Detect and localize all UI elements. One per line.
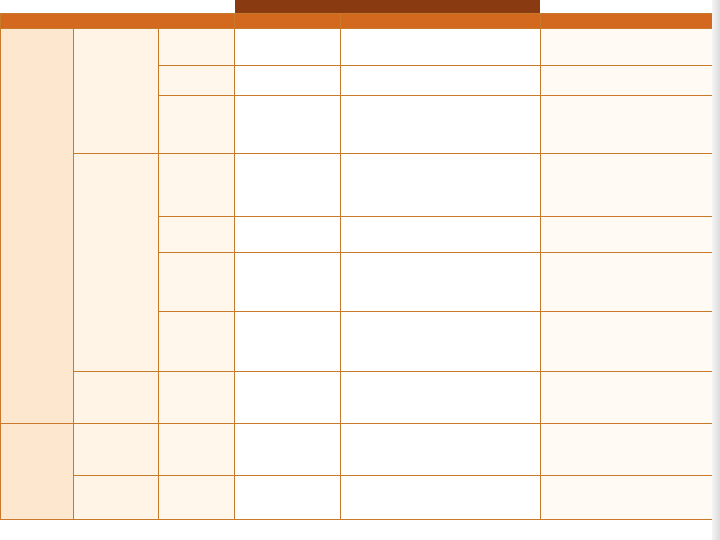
- group-simple: [74, 29, 159, 154]
- function-cell: [235, 29, 341, 66]
- tissue-drawing-cell: [541, 312, 713, 372]
- table-row: [1, 424, 713, 476]
- function-cell: [235, 154, 341, 217]
- function-cell: [235, 476, 341, 520]
- function-cell: [235, 372, 341, 424]
- header-tipo: [1, 14, 235, 29]
- subtype-cell: [159, 66, 235, 96]
- function-cell: [235, 66, 341, 96]
- function-cell: [235, 96, 341, 154]
- location-cell: [341, 154, 541, 217]
- tissue-drawing-cell: [541, 96, 713, 154]
- simple-squamous-drawing: [582, 38, 672, 56]
- table-title: [235, 0, 540, 13]
- subtype-cell: [159, 96, 235, 154]
- header-dibujo: [541, 14, 713, 29]
- stratified-cuboidal-drawing: [582, 224, 672, 246]
- tissue-drawing-cell: [541, 29, 713, 66]
- subtype-cell: [159, 312, 235, 372]
- stratified-columnar-drawing: [582, 259, 672, 305]
- gland-type-cell: [74, 424, 159, 476]
- group-estratificado: [74, 154, 159, 372]
- tissue-drawing-cell: [541, 253, 713, 312]
- subtype-cell: [159, 29, 235, 66]
- tissue-drawing-cell: [541, 372, 713, 424]
- function-cell: [235, 253, 341, 312]
- endocrine-gland-drawing: [592, 480, 662, 516]
- group-pseudoestratificado: [74, 372, 159, 424]
- category-glandular: [1, 424, 74, 520]
- location-cell: [341, 29, 541, 66]
- subtype-cell: [159, 253, 235, 312]
- stratified-squamous-drawing: [582, 160, 672, 210]
- empty-subtype-cell: [159, 476, 235, 520]
- empty-subtype-cell: [159, 424, 235, 476]
- location-cell: [341, 217, 541, 253]
- tissue-drawing-cell: [541, 154, 713, 217]
- table-row: [1, 372, 713, 424]
- table-row: [1, 154, 713, 217]
- simple-cuboidal-drawing: [582, 71, 672, 91]
- category-revestimiento: [1, 29, 74, 424]
- header-localizacion: [341, 14, 541, 29]
- subtype-cell: [159, 372, 235, 424]
- table-row: [1, 476, 713, 520]
- location-cell: [341, 66, 541, 96]
- simple-columnar-drawing: [582, 103, 672, 147]
- location-cell: [341, 312, 541, 372]
- gland-type-cell: [74, 476, 159, 520]
- header-funcion: [235, 14, 341, 29]
- subtype-cell: [159, 154, 235, 217]
- transitional-drawing: [582, 319, 672, 365]
- page-edge: [712, 0, 720, 540]
- location-cell: [341, 372, 541, 424]
- header-row: [1, 14, 713, 29]
- location-cell: [341, 96, 541, 154]
- tissue-drawing-cell: [541, 476, 713, 520]
- location-cell: [341, 424, 541, 476]
- function-cell: [235, 217, 341, 253]
- epithelial-tissue-table: [0, 13, 713, 520]
- tissue-drawing-cell: [541, 217, 713, 253]
- exocrine-gland-drawing: [557, 432, 697, 468]
- tissue-drawing-cell: [541, 424, 713, 476]
- location-cell: [341, 253, 541, 312]
- function-cell: [235, 424, 341, 476]
- function-cell: [235, 312, 341, 372]
- subtype-cell: [159, 217, 235, 253]
- pseudostratified-drawing: [582, 377, 672, 419]
- table-row: [1, 29, 713, 66]
- location-cell: [341, 476, 541, 520]
- tissue-drawing-cell: [541, 66, 713, 96]
